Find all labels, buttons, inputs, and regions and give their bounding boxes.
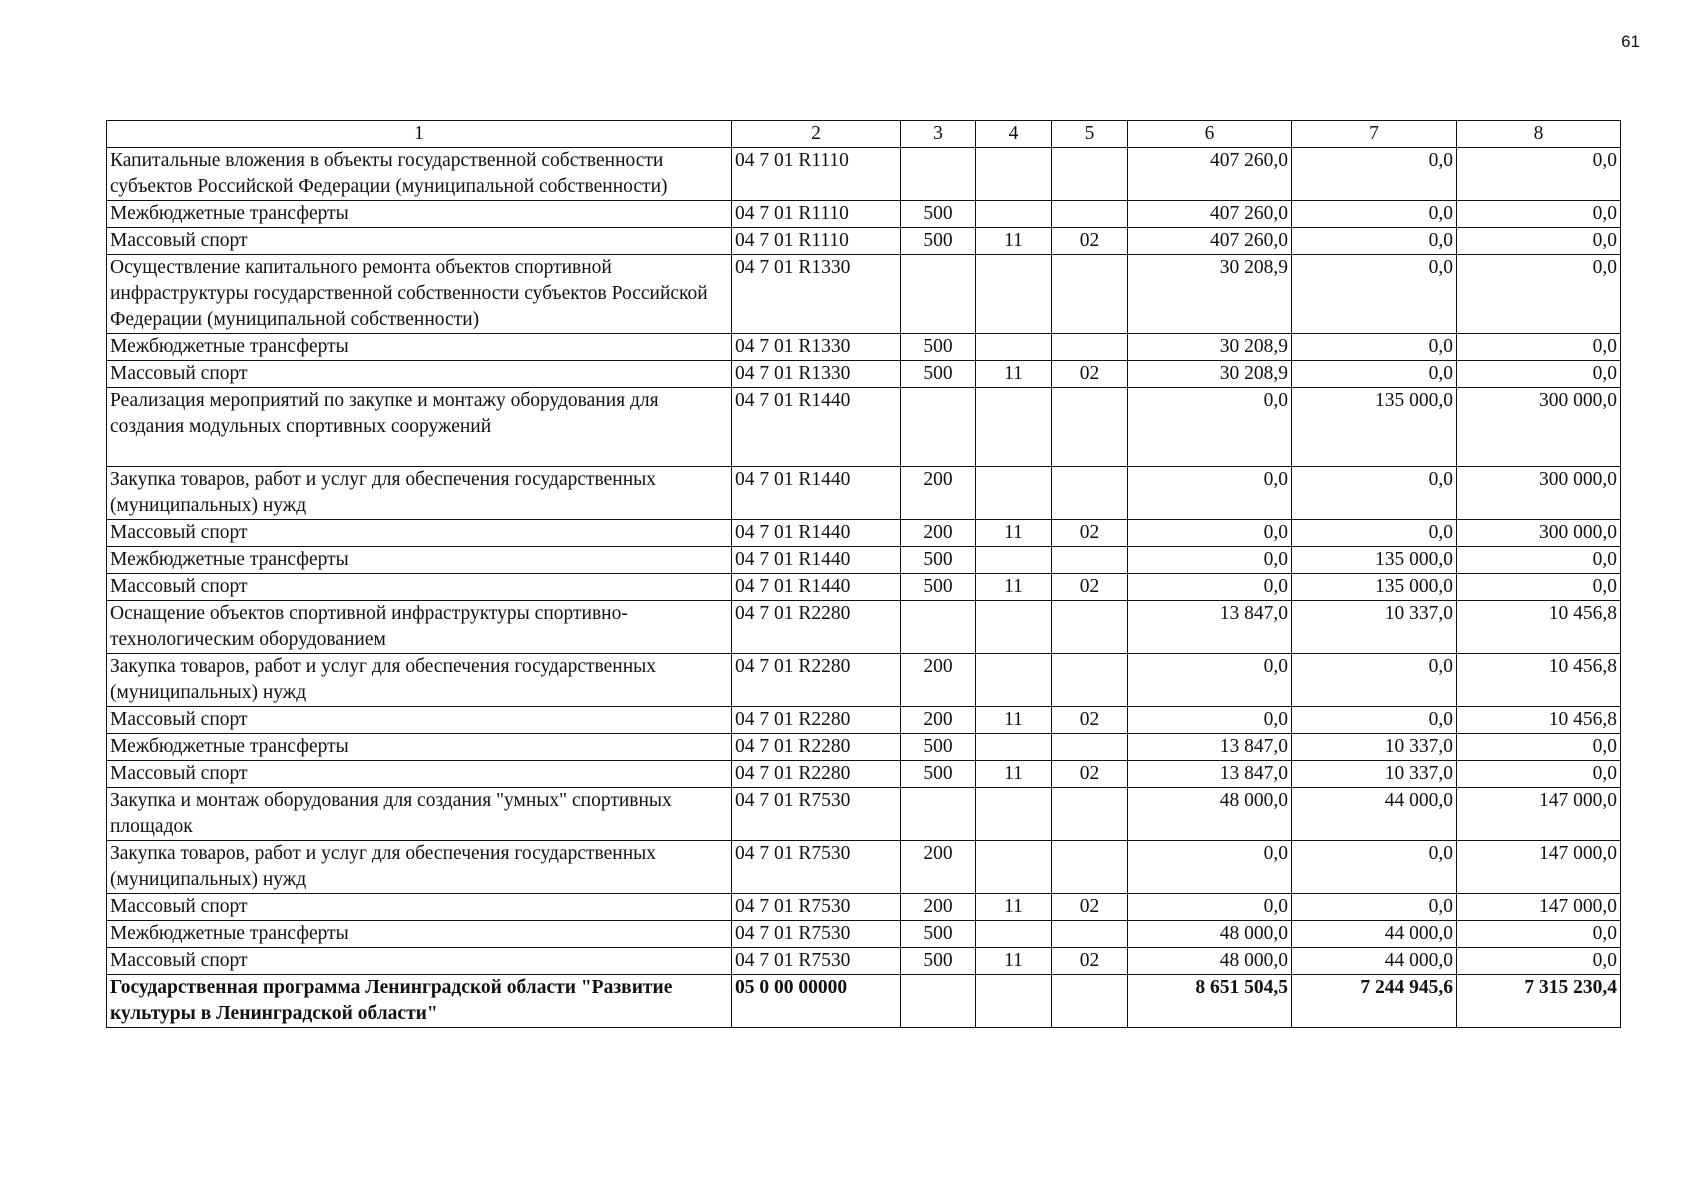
- row-value-col8-cell: 0,0: [1457, 761, 1621, 788]
- table-row: [107, 761, 1621, 788]
- row-value-col6-cell: 407 260,0: [1128, 148, 1292, 201]
- row-value-col7-cell: 135 000,0: [1292, 547, 1457, 574]
- row-col5-cell: [1052, 841, 1128, 894]
- row-col4-cell: [976, 148, 1052, 201]
- row-value-col7-cell: 0,0: [1292, 520, 1457, 547]
- row-value-col7-cell: 0,0: [1292, 841, 1457, 894]
- column-header: 2: [732, 121, 901, 148]
- row-value-col6-cell: 0,0: [1128, 388, 1292, 467]
- row-code-cell: 04 7 01 R1440: [732, 520, 901, 547]
- row-value-col7-cell: 135 000,0: [1292, 574, 1457, 601]
- row-value-col8-cell: 300 000,0: [1457, 388, 1621, 467]
- row-col4-cell: [976, 921, 1052, 948]
- row-code-cell: 04 7 01 R2280: [732, 654, 901, 707]
- row-value-col6-cell: 30 208,9: [1128, 361, 1292, 388]
- row-code-cell: 04 7 01 R1110: [732, 201, 901, 228]
- row-col5-cell: [1052, 734, 1128, 761]
- row-col4-cell: [976, 788, 1052, 841]
- row-name-cell: Осуществление капитального ремонта объектов спортивной инфраструктуры государственной собственности субъектов Российской Федерации (муниципальной собственности): [107, 255, 732, 334]
- row-col3-cell: [901, 788, 976, 841]
- row-col5-cell: [1052, 788, 1128, 841]
- row-col4-cell: 11: [976, 228, 1052, 255]
- row-value-col7-cell: 0,0: [1292, 894, 1457, 921]
- row-name-cell: Массовый спорт: [107, 520, 732, 547]
- row-value-col6-cell: 30 208,9: [1128, 334, 1292, 361]
- row-name-cell: Межбюджетные трансферты: [107, 334, 732, 361]
- row-code-cell: 04 7 01 R2280: [732, 734, 901, 761]
- row-name-cell: Капитальные вложения в объекты государственной собственности субъектов Российской Федерации (муниципальной собственности): [107, 148, 732, 201]
- row-value-col6-cell: 0,0: [1128, 574, 1292, 601]
- row-value-col7-cell: 0,0: [1292, 334, 1457, 361]
- table-row: [107, 361, 1621, 388]
- row-col5-cell: 02: [1052, 707, 1128, 734]
- row-value-col8-cell: 147 000,0: [1457, 841, 1621, 894]
- row-col4-cell: [976, 201, 1052, 228]
- row-name-cell: Реализация мероприятий по закупке и монтажу оборудования для создания модульных спортивных сооружений: [107, 388, 732, 467]
- row-code-cell: 04 7 01 R1110: [732, 228, 901, 255]
- row-col5-cell: [1052, 601, 1128, 654]
- table-row: [107, 654, 1621, 707]
- column-header: 6: [1128, 121, 1292, 148]
- row-code-cell: 04 7 01 R1110: [732, 148, 901, 201]
- table-row: [107, 228, 1621, 255]
- row-code-cell: 04 7 01 R7530: [732, 841, 901, 894]
- row-col3-cell: 500: [901, 761, 976, 788]
- row-col5-cell: 02: [1052, 361, 1128, 388]
- row-code-cell: 04 7 01 R7530: [732, 921, 901, 948]
- row-value-col6-cell: 30 208,9: [1128, 255, 1292, 334]
- row-col3-cell: 200: [901, 654, 976, 707]
- row-name-cell: Межбюджетные трансферты: [107, 201, 732, 228]
- row-col4-cell: [976, 255, 1052, 334]
- row-value-col8-cell: 0,0: [1457, 948, 1621, 975]
- row-value-col7-cell: 44 000,0: [1292, 921, 1457, 948]
- row-col4-cell: 11: [976, 361, 1052, 388]
- row-col5-cell: 02: [1052, 761, 1128, 788]
- row-col5-cell: [1052, 334, 1128, 361]
- table-row: [107, 255, 1621, 334]
- row-col4-cell: [976, 975, 1052, 1028]
- row-col4-cell: [976, 734, 1052, 761]
- budget-table: [106, 120, 1621, 1028]
- row-code-cell: 04 7 01 R2280: [732, 761, 901, 788]
- row-value-col6-cell: 48 000,0: [1128, 921, 1292, 948]
- row-name-cell: Массовый спорт: [107, 361, 732, 388]
- row-col3-cell: 500: [901, 948, 976, 975]
- row-code-cell: 04 7 01 R1330: [732, 361, 901, 388]
- row-value-col8-cell: 147 000,0: [1457, 894, 1621, 921]
- row-value-col8-cell: 0,0: [1457, 734, 1621, 761]
- row-code-cell: 04 7 01 R2280: [732, 601, 901, 654]
- row-code-cell: 04 7 01 R1440: [732, 547, 901, 574]
- row-col4-cell: [976, 334, 1052, 361]
- row-name-cell: Оснащение объектов спортивной инфраструктуры спортивно-технологическим оборудованием: [107, 601, 732, 654]
- column-header: 5: [1052, 121, 1128, 148]
- column-header: 4: [976, 121, 1052, 148]
- row-col3-cell: 500: [901, 921, 976, 948]
- row-col4-cell: [976, 654, 1052, 707]
- row-col5-cell: 02: [1052, 520, 1128, 547]
- row-name-cell: Массовый спорт: [107, 228, 732, 255]
- row-value-col6-cell: 13 847,0: [1128, 734, 1292, 761]
- row-col4-cell: 11: [976, 574, 1052, 601]
- row-col4-cell: 11: [976, 761, 1052, 788]
- table-total-row: [107, 975, 1621, 1028]
- row-col4-cell: [976, 601, 1052, 654]
- row-value-col8-cell: 0,0: [1457, 201, 1621, 228]
- row-value-col7-cell: 0,0: [1292, 228, 1457, 255]
- row-value-col7-cell: 0,0: [1292, 148, 1457, 201]
- table-row: [107, 388, 1621, 467]
- row-name-cell: Массовый спорт: [107, 894, 732, 921]
- row-value-col8-cell: 0,0: [1457, 148, 1621, 201]
- table-header-row: [107, 121, 1621, 148]
- row-col5-cell: [1052, 921, 1128, 948]
- row-value-col6-cell: 0,0: [1128, 547, 1292, 574]
- row-col5-cell: [1052, 654, 1128, 707]
- row-col4-cell: 11: [976, 948, 1052, 975]
- row-col3-cell: 500: [901, 228, 976, 255]
- table-row: [107, 547, 1621, 574]
- row-col3-cell: 200: [901, 841, 976, 894]
- row-value-col6-cell: 0,0: [1128, 841, 1292, 894]
- table-row: [107, 841, 1621, 894]
- column-header: 3: [901, 121, 976, 148]
- table-row: [107, 788, 1621, 841]
- row-col5-cell: 02: [1052, 948, 1128, 975]
- row-col5-cell: [1052, 201, 1128, 228]
- row-col3-cell: [901, 255, 976, 334]
- table-row: [107, 601, 1621, 654]
- row-code-cell: 04 7 01 R1330: [732, 255, 901, 334]
- row-col5-cell: [1052, 255, 1128, 334]
- table-row: [107, 334, 1621, 361]
- table-row: [107, 148, 1621, 201]
- row-value-col7-cell: 0,0: [1292, 467, 1457, 520]
- row-col4-cell: 11: [976, 520, 1052, 547]
- row-value-col8-cell: 0,0: [1457, 228, 1621, 255]
- page-number: 61: [1621, 32, 1640, 51]
- row-code-cell: 04 7 01 R1440: [732, 574, 901, 601]
- row-col3-cell: [901, 601, 976, 654]
- row-value-col6-cell: 407 260,0: [1128, 228, 1292, 255]
- row-value-col7-cell: 10 337,0: [1292, 734, 1457, 761]
- row-col5-cell: [1052, 148, 1128, 201]
- table-row: [107, 574, 1621, 601]
- row-col3-cell: 500: [901, 334, 976, 361]
- table-row: [107, 201, 1621, 228]
- row-code-cell: 04 7 01 R1330: [732, 334, 901, 361]
- row-value-col8-cell: 7 315 230,4: [1457, 975, 1621, 1028]
- row-value-col6-cell: 0,0: [1128, 467, 1292, 520]
- table-body: [107, 121, 1621, 1028]
- row-col3-cell: 200: [901, 894, 976, 921]
- row-col5-cell: 02: [1052, 894, 1128, 921]
- row-col5-cell: 02: [1052, 574, 1128, 601]
- row-col3-cell: 200: [901, 707, 976, 734]
- row-value-col8-cell: 0,0: [1457, 921, 1621, 948]
- row-col4-cell: [976, 467, 1052, 520]
- row-value-col7-cell: 0,0: [1292, 654, 1457, 707]
- row-name-cell: Массовый спорт: [107, 574, 732, 601]
- row-col5-cell: [1052, 388, 1128, 467]
- row-col4-cell: [976, 841, 1052, 894]
- row-name-cell: Массовый спорт: [107, 948, 732, 975]
- row-col3-cell: 500: [901, 734, 976, 761]
- row-value-col8-cell: 0,0: [1457, 547, 1621, 574]
- table-row: [107, 467, 1621, 520]
- row-col4-cell: [976, 388, 1052, 467]
- column-header: 7: [1292, 121, 1457, 148]
- row-code-cell: 05 0 00 00000: [732, 975, 901, 1028]
- row-value-col8-cell: 300 000,0: [1457, 467, 1621, 520]
- row-code-cell: 04 7 01 R7530: [732, 788, 901, 841]
- row-value-col8-cell: 147 000,0: [1457, 788, 1621, 841]
- row-value-col7-cell: 10 337,0: [1292, 601, 1457, 654]
- row-code-cell: 04 7 01 R2280: [732, 707, 901, 734]
- row-value-col8-cell: 10 456,8: [1457, 654, 1621, 707]
- row-value-col8-cell: 300 000,0: [1457, 520, 1621, 547]
- row-col3-cell: [901, 148, 976, 201]
- row-value-col8-cell: 0,0: [1457, 361, 1621, 388]
- row-name-cell: Закупка товаров, работ и услуг для обеспечения государственных (муниципальных) нужд: [107, 654, 732, 707]
- row-code-cell: 04 7 01 R7530: [732, 948, 901, 975]
- row-value-col8-cell: 0,0: [1457, 255, 1621, 334]
- row-value-col7-cell: 135 000,0: [1292, 388, 1457, 467]
- row-name-cell: Закупка товаров, работ и услуг для обеспечения государственных (муниципальных) нужд: [107, 841, 732, 894]
- table-row: [107, 921, 1621, 948]
- row-value-col6-cell: 48 000,0: [1128, 788, 1292, 841]
- row-value-col6-cell: 8 651 504,5: [1128, 975, 1292, 1028]
- row-name-cell: Межбюджетные трансферты: [107, 547, 732, 574]
- table-row: [107, 734, 1621, 761]
- row-code-cell: 04 7 01 R7530: [732, 894, 901, 921]
- row-name-cell: Массовый спорт: [107, 707, 732, 734]
- row-name-cell: Государственная программа Ленинградской области "Развитие культуры в Ленинградской области": [107, 975, 732, 1028]
- row-col3-cell: 500: [901, 361, 976, 388]
- row-value-col6-cell: 48 000,0: [1128, 948, 1292, 975]
- row-col5-cell: [1052, 547, 1128, 574]
- row-value-col7-cell: 44 000,0: [1292, 948, 1457, 975]
- row-code-cell: 04 7 01 R1440: [732, 467, 901, 520]
- row-value-col6-cell: 0,0: [1128, 654, 1292, 707]
- row-value-col6-cell: 13 847,0: [1128, 761, 1292, 788]
- row-value-col7-cell: 0,0: [1292, 707, 1457, 734]
- row-col5-cell: [1052, 467, 1128, 520]
- table-row: [107, 948, 1621, 975]
- row-col3-cell: [901, 975, 976, 1028]
- row-col3-cell: 500: [901, 574, 976, 601]
- row-value-col7-cell: 7 244 945,6: [1292, 975, 1457, 1028]
- row-value-col6-cell: 407 260,0: [1128, 201, 1292, 228]
- table-row: [107, 520, 1621, 547]
- row-value-col7-cell: 44 000,0: [1292, 788, 1457, 841]
- row-col3-cell: 500: [901, 547, 976, 574]
- row-value-col8-cell: 10 456,8: [1457, 707, 1621, 734]
- row-value-col7-cell: 0,0: [1292, 361, 1457, 388]
- row-col3-cell: 200: [901, 467, 976, 520]
- row-value-col8-cell: 0,0: [1457, 574, 1621, 601]
- row-col4-cell: 11: [976, 707, 1052, 734]
- row-value-col6-cell: 0,0: [1128, 894, 1292, 921]
- row-value-col7-cell: 0,0: [1292, 201, 1457, 228]
- row-col3-cell: 200: [901, 520, 976, 547]
- row-value-col7-cell: 0,0: [1292, 255, 1457, 334]
- row-value-col7-cell: 10 337,0: [1292, 761, 1457, 788]
- row-col5-cell: [1052, 975, 1128, 1028]
- column-header: 1: [107, 121, 732, 148]
- row-value-col8-cell: 0,0: [1457, 334, 1621, 361]
- row-name-cell: Межбюджетные трансферты: [107, 734, 732, 761]
- row-col5-cell: 02: [1052, 228, 1128, 255]
- row-name-cell: Массовый спорт: [107, 761, 732, 788]
- row-col3-cell: 500: [901, 201, 976, 228]
- row-code-cell: 04 7 01 R1440: [732, 388, 901, 467]
- column-header: 8: [1457, 121, 1621, 148]
- row-col4-cell: 11: [976, 894, 1052, 921]
- table-row: [107, 707, 1621, 734]
- row-value-col8-cell: 10 456,8: [1457, 601, 1621, 654]
- row-name-cell: Закупка и монтаж оборудования для создания "умных" спортивных площадок: [107, 788, 732, 841]
- row-value-col6-cell: 0,0: [1128, 520, 1292, 547]
- row-name-cell: Закупка товаров, работ и услуг для обеспечения государственных (муниципальных) нужд: [107, 467, 732, 520]
- table-row: [107, 894, 1621, 921]
- row-col3-cell: [901, 388, 976, 467]
- row-value-col6-cell: 13 847,0: [1128, 601, 1292, 654]
- row-name-cell: Межбюджетные трансферты: [107, 921, 732, 948]
- row-col4-cell: [976, 547, 1052, 574]
- row-value-col6-cell: 0,0: [1128, 707, 1292, 734]
